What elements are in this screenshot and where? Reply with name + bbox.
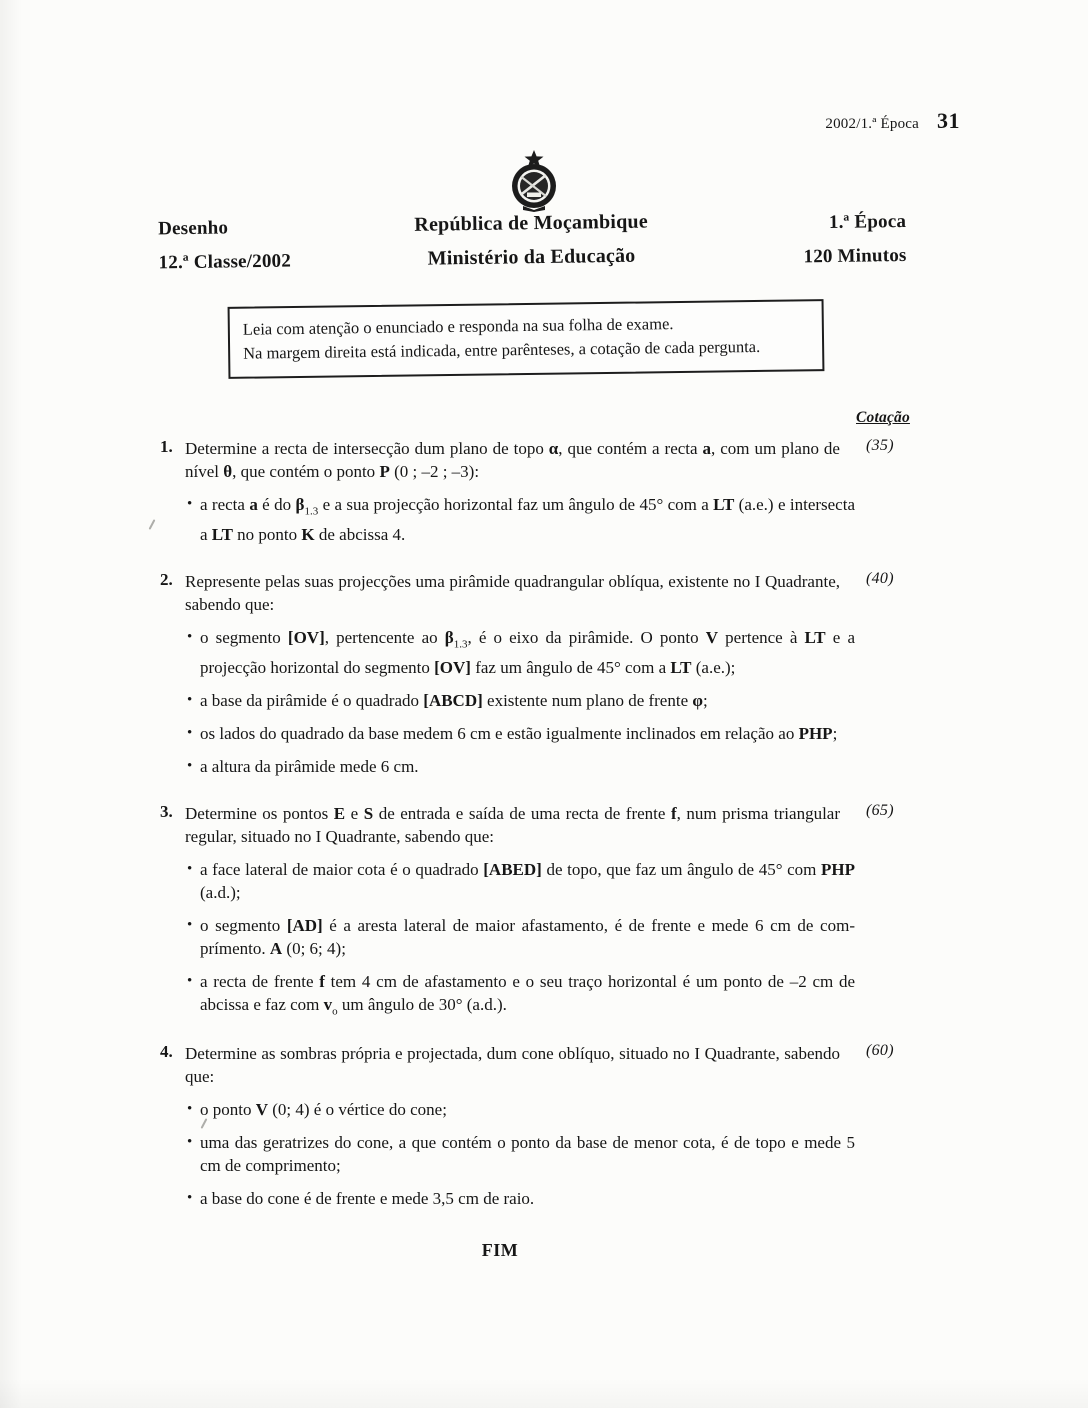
subject-title: Desenho: [157, 217, 229, 240]
question-score: (35): [866, 437, 894, 454]
question-score: (65): [866, 802, 894, 819]
notice-line-2: Na margem direita está indicada, entre parênteses, a cotação de cada pergunta.: [243, 336, 761, 363]
bullet-text: a altura da pirâmide mede 6 cm.: [200, 757, 419, 777]
question-item-3: [158, 802, 920, 1023]
question-number: 4.: [160, 1042, 173, 1061]
bullet-text: a base da pirâmide é o quadrado [ABCD] existente num plano de frente φ;: [200, 691, 708, 711]
bullet-text: o segmento [AD] é a aresta lateral de maior afastamento, é de frente e mede 6 cm de comprímento. A (0; 6; 4);: [200, 916, 855, 958]
question-number: 2.: [160, 570, 173, 589]
question-number: 1.: [160, 437, 173, 456]
bullet-item: [187, 1098, 855, 1121]
question-score: (40): [866, 570, 894, 587]
bullet-marker: [187, 1131, 200, 1177]
question-score: (60): [866, 1042, 894, 1059]
bullet-item: [187, 493, 855, 546]
epoch-label: 1.ª Época: [828, 210, 907, 234]
bullet-list: [187, 626, 855, 778]
edition-label: 2002/1.ª Época: [825, 116, 919, 132]
bullet-text: a face lateral de maior cota é o quadrado [ABED] de topo, que faz um ângulo de 45° com PHP (a.d.);: [200, 860, 856, 902]
bullet-text: o segmento [OV], pertencente ao $\beta_{1.3}$, é o eixo da pirâmide. O ponto V pertence à LT e a projecção horizontal do segmento [OV] faz um ângulo de 45° com a LT (a.e.);: [200, 628, 855, 678]
masthead: [0, 0, 1088, 298]
bullet-text: uma das geratrizes do cone, a que contém o ponto da base de menor cota, é de topo e mede 5 cm de comprimento;: [200, 1133, 855, 1175]
question-item-4: [158, 1042, 920, 1210]
question-item-2: [158, 570, 920, 778]
bullet-marker: [187, 493, 200, 546]
ministry-title: Ministério da Educação: [427, 244, 636, 270]
score-column-heading: Cotação: [856, 409, 910, 426]
notice-line-1: Leia com atenção o enunciado e responda na sua folha de exame.: [242, 314, 674, 339]
bullet-marker: [187, 689, 200, 712]
bullet-item: [187, 858, 855, 904]
bullet-marker: [187, 914, 200, 960]
grade-label: 12.ª Classe/2002: [158, 250, 292, 274]
page-number: 31: [937, 108, 960, 133]
bullet-marker: [187, 858, 200, 904]
bullet-marker: [187, 1098, 200, 1121]
bullet-item: [187, 626, 855, 679]
notice-box: [228, 299, 825, 379]
scan-shading: [0, 1378, 1088, 1408]
bullet-item: [187, 914, 855, 960]
republic-title: República de Moçambique: [414, 210, 648, 236]
bullet-list: [187, 1098, 855, 1210]
question-text: Determine a recta de intersecção dum plano de topo α, que contém a recta a, com um plano de nível θ, que contém o ponto P (0 ; –2 ; –3):: [185, 439, 840, 481]
bullet-marker: [187, 1187, 200, 1210]
bullet-item: [187, 1187, 855, 1210]
duration-label: 120 Minutos: [803, 244, 907, 268]
bullet-item: [187, 689, 855, 712]
bullet-item: [187, 755, 855, 778]
bullet-marker: [187, 755, 200, 778]
masthead-center: [361, 210, 702, 272]
bullet-text: os lados do quadrado da base medem 6 cm e estão igualmente inclinados em relação ao PHP;: [200, 724, 838, 744]
masthead-right: [701, 211, 907, 270]
question-text: Represente pelas suas projecções uma pirâmide quadrangular oblíqua, existente no I Quadrante, sabendo que:: [185, 572, 840, 614]
bullet-text: a recta de frente f tem 4 cm de afastamento e o seu traço horizontal é um ponto de –2 cm de abcissa e faz com $v_o$ um ângulo de 30° (a.d.).: [200, 972, 856, 1018]
bullet-marker: [187, 970, 200, 1023]
question-text: Determine as sombras própria e projectada, dum cone oblíquo, situado no I Quadrante, sabendo que:: [185, 1044, 840, 1086]
question-text: Determine os pontos E e S de entrada e saída de uma recta de frente f, num prisma triangular regular, situado no I Quadrante, sabendo que:: [185, 804, 840, 846]
question-number: 3.: [160, 802, 173, 821]
bullet-text: a recta a é do $\beta_{1.3}$ e a sua projecção horizontal faz um ângulo de 45° com a LT (a.e.) e intersecta a LT no ponto K de abcissa 4.: [200, 495, 855, 545]
bullet-list: [187, 858, 855, 1023]
question-item-1: [158, 437, 920, 546]
bullet-marker: [187, 626, 200, 679]
bullet-item: [187, 1131, 855, 1177]
scan-artifact-mark: [149, 519, 156, 530]
bullet-item: [187, 970, 855, 1023]
bullet-text: a base do cone é de frente e mede 3,5 cm de raio.: [200, 1189, 535, 1208]
bullet-text: o ponto V (0; 4) é o vértice do cone;: [200, 1100, 447, 1119]
end-marker: FIM: [481, 1240, 519, 1260]
bullet-marker: [187, 722, 200, 745]
bullet-item: [187, 722, 855, 745]
bullet-list: [187, 493, 855, 546]
